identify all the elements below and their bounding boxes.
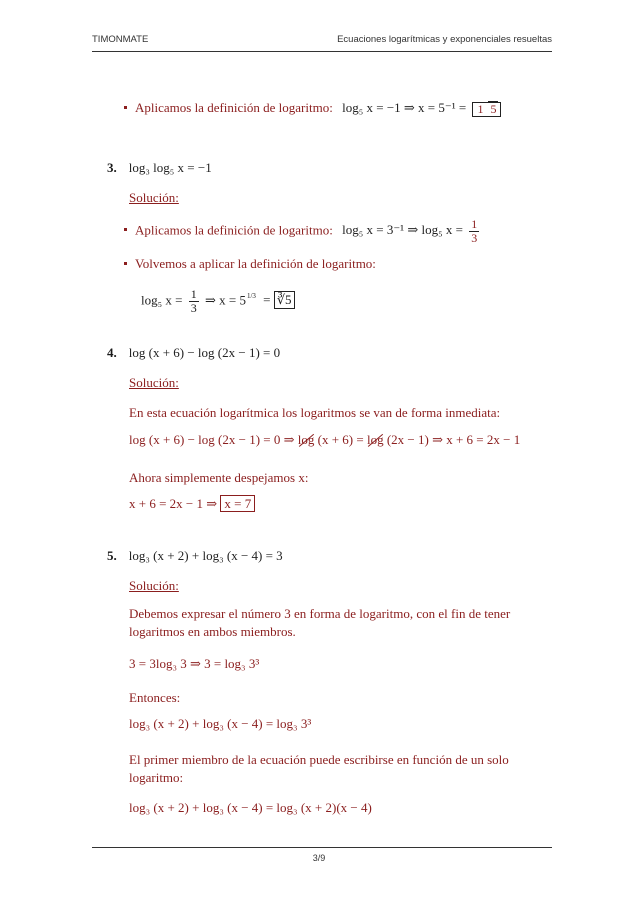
exercise-equation: log₃ (x + 2) + log₃ (x − 4) = 3 [128,548,283,563]
header-left: TIMONMATE [92,34,149,45]
header-rule [92,51,552,52]
page-header [92,34,552,50]
ex5-equation-3: log₃ (x + 2) + log₃ (x − 4) = log₃ (x + 2)(x − 4) [129,800,372,815]
ex3-solution-label: Solución: [129,190,179,205]
eq-part: x + 6 = 2x − 1 ⇒ [129,496,218,511]
bullet-icon [124,228,127,231]
cancelled-log-1: log [297,432,315,447]
footer-rule [92,847,552,848]
ex5-text-3b: logaritmo: [129,770,184,785]
ex4-result-box: x = 7 [220,495,255,512]
ex5-equation-2: log₃ (x + 2) + log₃ (x − 4) = log₃ 3³ [129,716,312,731]
derivation-fraction [189,288,199,315]
ex5-text-1a: Debemos expresar el número 3 en forma de logaritmo, con el fin de tener [129,606,511,621]
eq-part-b: (x + 6) = [317,432,364,447]
bullet-fraction [469,218,479,245]
exercise-5-statement [107,548,283,564]
ex5-text-1b: logaritmos en ambos miembros. [129,624,296,639]
exercise-equation: log (x + 6) − log (2x − 1) = 0 [128,345,281,360]
ex5-text-2: Entonces: [129,690,181,705]
prev-bullet-text: Aplicamos la definición de logaritmo: [135,100,333,115]
derivation-eq-a: log₅ x = [141,292,183,308]
ex3-bullet-1 [124,218,482,245]
eq-part-a: log (x + 6) − log (2x − 1) = 0 ⇒ [129,432,295,447]
ex4-solution-label: Solución: [129,375,179,390]
ex3-derivation: log₅ x = $\frac{1}{3}$ ⇒ $x = 5^{1/3}$ = ∛5 [141,288,295,315]
ex5-solution-label: Solución: [129,578,179,593]
frac-numerator: 1 [477,101,484,116]
cancelled-log-2: log [366,432,384,447]
page-number: 3/9 [312,853,326,863]
ex4-text-1: En esta ecuación logarítmica los logaritmos se van de forma inmediata: [129,405,501,420]
frac-denominator: 5 [490,101,497,116]
prev-equation: log₅ x = −1 ⇒ x = 5⁻¹ = [342,100,467,115]
bullet-text: Aplicamos la definición de logaritmo: [135,222,333,238]
prev-fraction [472,102,501,117]
frac-numerator: 1 [471,217,478,231]
ex3-result-box: ∛5 [274,291,295,309]
bullet-icon [124,106,127,109]
header-right: Ecuaciones logarítmicas y exponenciales resueltas [337,34,552,45]
ex3-bullet-2 [124,256,376,272]
frac-denominator: 3 [190,301,197,315]
bullet-text: Volvemos a aplicar la definición de logaritmo: [135,256,376,271]
bullet-icon [124,262,127,265]
exercise-3-statement [107,160,212,176]
exercise-number: 4. [107,345,117,360]
eq-part-c: (2x − 1) ⇒ x + 6 = 2x − 1 [386,432,521,447]
derivation-exponent: 1/3 [246,292,256,301]
exercise-number: 3. [107,160,117,175]
ex4-equation-1 [129,432,520,448]
bullet-equation: log₅ x = 3⁻¹ ⇒ log₅ x = [342,222,463,238]
exercise-equation: log₃ log₅ x = −1 [128,160,212,175]
prev-bullet-line [124,100,504,117]
frac-numerator: 1 [190,287,197,301]
ex4-text-2: Ahora simplemente despejamos x: [129,470,309,485]
exercise-number: 5. [107,548,117,563]
exercise-4-statement [107,345,280,361]
ex5-text-3a: El primer miembro de la ecuación puede escribirse en función de un solo [129,752,509,767]
derivation-eq-b: ⇒ x = 5 [204,292,246,308]
ex5-equation-1: 3 = 3log₃ 3 ⇒ 3 = log₃ 3³ [129,656,260,671]
frac-denominator: 3 [471,231,478,245]
ex4-equation-2 [129,496,255,512]
